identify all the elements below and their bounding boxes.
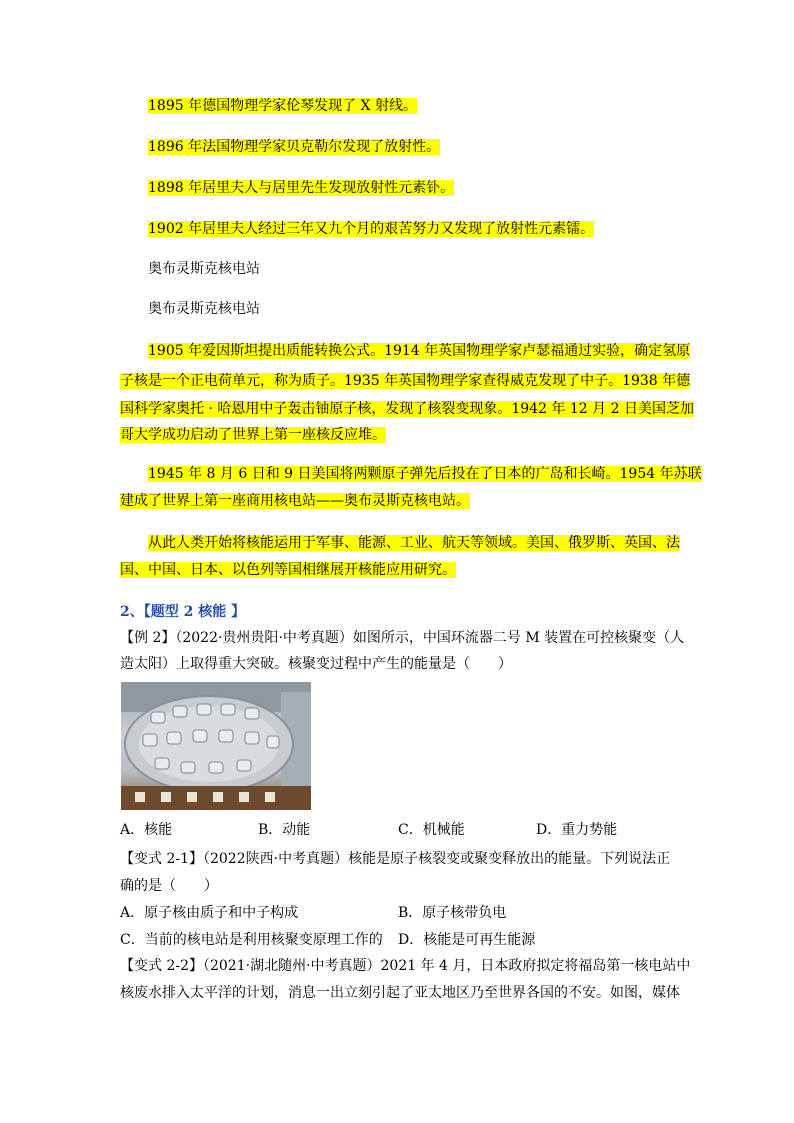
para3-line-1: 从此人类开始将核能运用于军事、能源、工业、航天等领域。美国、俄罗斯、英国、法 — [148, 535, 680, 551]
section-title: 2、【题型 2 核能 】 — [120, 604, 246, 620]
para2-line-2: 建成了世界上第一座商用核电站——奥布灵斯克核电站。 — [120, 493, 470, 509]
variant1-option-c: C．当前的核电站是利用核聚变原理工作的 — [120, 932, 383, 948]
variant1-option-d: D．核能是可再生能源 — [398, 932, 536, 948]
example-option-a: A．核能 — [120, 822, 173, 838]
variant2-line-1: 【变式 2-2】（2021·湖北随州·中考真题）2021 年 4 月，日本政府拟定将福岛第一核电站中 — [120, 958, 691, 974]
example-line-2: 造太阳）上取得重大突破。核聚变过程中产生的能量是（ ） — [120, 656, 512, 672]
example-option-c: C．机械能 — [398, 822, 465, 838]
variant1-line-2: 确的是（ ） — [120, 878, 218, 894]
tokamak-illustration — [121, 682, 311, 810]
variant1-line-1: 【变式 2-1】（2022陕西·中考真题）核能是原子核裂变或聚变释放出的能量。下列说法正 — [120, 851, 671, 867]
tokamak-photo — [121, 682, 311, 810]
para1-line-3: 国科学家奥托 · 哈恩用中子轰击铀原子核，发现了核裂变现象。1942 年 12 月 2 日美国芝加 — [120, 401, 694, 417]
timeline-item-3: 1898 年居里夫人与居里先生发现放射性元素钋。 — [148, 180, 455, 196]
timeline-item-4: 1902 年居里夫人经过三年又九个月的艰苦努力又发现了放射性元素镭。 — [148, 221, 595, 237]
variant1-option-a: A．原子核由质子和中子构成 — [120, 905, 299, 921]
para1-line-1: 1905 年爱因斯坦提出质能转换公式。1914 年英国物理学家卢瑟福通过实验，确定氢原 — [148, 343, 691, 359]
para1-line-4: 哥大学成功启动了世界上第一座核反应堆。 — [120, 427, 386, 443]
para3-line-2: 国、中国、日本、以色列等国相继展开核能应用研究。 — [120, 562, 456, 578]
variant2-line-2: 核废水排入太平洋的计划，消息一出立刻引起了亚太地区乃至世界各国的不安。如图，媒体 — [120, 985, 680, 1001]
timeline-item-2: 1896 年法国物理学家贝克勒尔发现了放射性。 — [148, 139, 441, 155]
example-option-b: B．动能 — [258, 822, 311, 838]
para2-line-1: 1945 年 8 月 6 日和 9 日美国将两颗原子弹先后投在了日本的广岛和长崎。1954 年苏联 — [148, 466, 702, 482]
heading-obninsk-1: 奥布灵斯克核电站 — [148, 261, 260, 277]
heading-obninsk-2: 奥布灵斯克核电站 — [148, 301, 260, 317]
example-option-d: D．重力势能 — [536, 822, 618, 838]
para1-line-2: 子核是一个正电荷单元，称为质子。1935 年英国物理学家查得威克发现了中子。1938 年德 — [120, 373, 691, 389]
example-line-1: 【例 2】（2022·贵州贵阳·中考真题）如图所示，中国环流器二号 M 装置在可控核聚变（人 — [120, 630, 685, 646]
timeline-item-1: 1895 年德国物理学家伦琴发现了 X 射线。 — [148, 98, 417, 114]
variant1-option-b: B．原子核带负电 — [398, 905, 507, 921]
